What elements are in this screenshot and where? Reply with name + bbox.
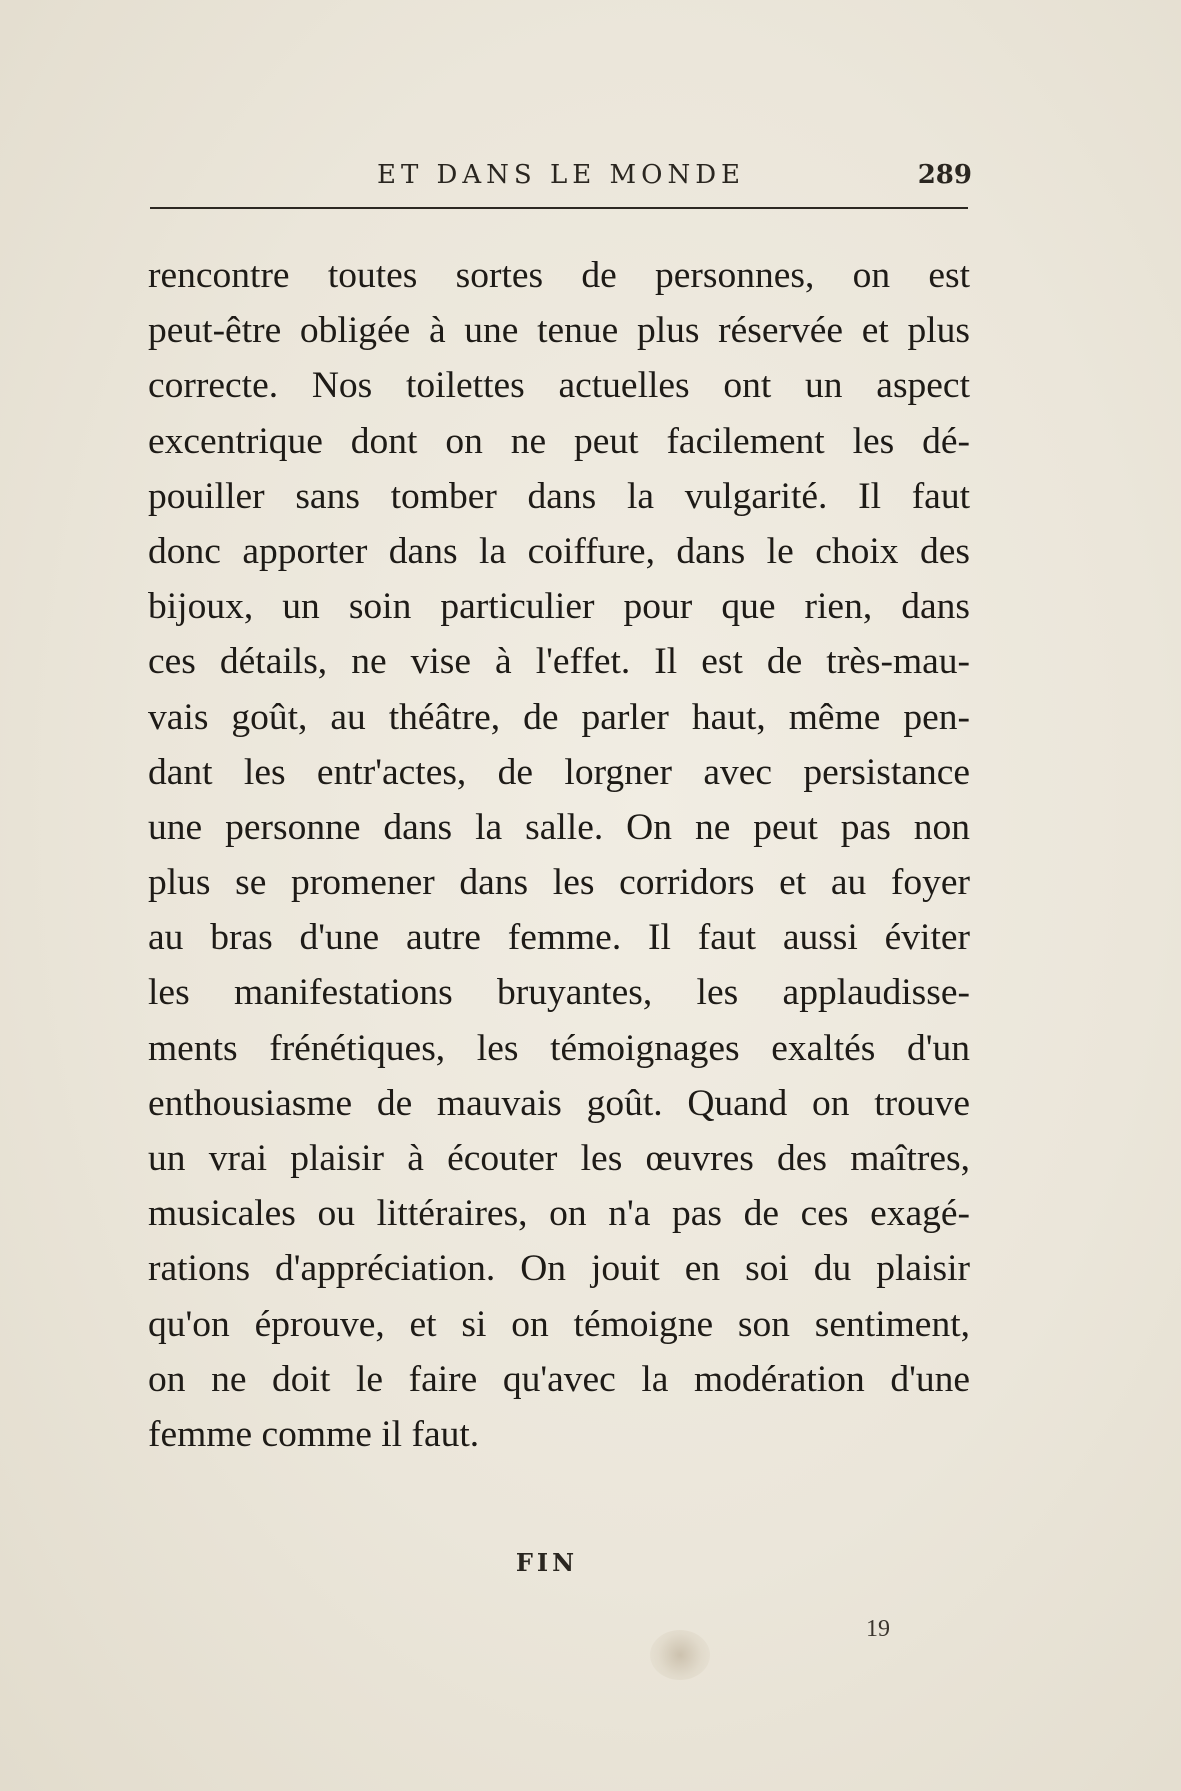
- text-line: rations d'appréciation. On jouit en soi du plaisir: [148, 1248, 970, 1290]
- text-line: correcte. Nos toilettes actuelles ont un aspect: [148, 365, 970, 407]
- text-line-last: femme comme il faut.: [148, 1413, 480, 1455]
- text-line: dant les entr'actes, de lorgner avec persistance: [148, 751, 970, 793]
- body-text: [148, 248, 970, 1462]
- text-line: les manifestations bruyantes, les applaudisse-: [148, 972, 970, 1014]
- text-line: ces détails, ne vise à l'effet. Il est de très-mau-: [148, 641, 970, 683]
- header-rule: [150, 207, 968, 209]
- text-line: vais goût, au théâtre, de parler haut, même pen-: [148, 696, 970, 738]
- text-line: qu'on éprouve, et si on témoigne son sentiment,: [148, 1303, 970, 1345]
- text-line: au bras d'une autre femme. Il faut aussi éviter: [148, 917, 970, 959]
- text-line: rencontre toutes sortes de personnes, on est: [148, 255, 970, 296]
- signature-mark: 19: [866, 1616, 890, 1642]
- running-title: ET DANS LE MONDE: [376, 160, 746, 190]
- text-line: peut-être obligée à une tenue plus réservée et plus: [148, 310, 970, 352]
- page-number: 289: [917, 160, 972, 190]
- text-line: on ne doit le faire qu'avec la modération d'une: [148, 1358, 970, 1400]
- running-header: [150, 158, 972, 198]
- text-line: donc apporter dans la coiffure, dans le choix des: [148, 530, 970, 572]
- text-line: excentrique dont on ne peut facilement les dé-: [148, 420, 970, 462]
- paper-stain: [650, 1630, 710, 1680]
- text-line: musicales ou littéraires, on n'a pas de ces exagé-: [148, 1193, 970, 1235]
- text-line: plus se promener dans les corridors et au foyer: [148, 862, 970, 904]
- text-line: un vrai plaisir à écouter les œuvres des maîtres,: [148, 1138, 970, 1179]
- text-line: une personne dans la salle. On ne peut pas non: [148, 806, 970, 848]
- text-line: enthousiasme de mauvais goût. Quand on trouve: [148, 1082, 970, 1124]
- text-line: ments frénétiques, les témoignages exaltés d'un: [148, 1027, 970, 1069]
- text-line: pouiller sans tomber dans la vulgarité. Il faut: [148, 475, 970, 517]
- text-line: bijoux, un soin particulier pour que rien, dans: [148, 586, 970, 628]
- end-mark: FIN: [515, 1548, 579, 1577]
